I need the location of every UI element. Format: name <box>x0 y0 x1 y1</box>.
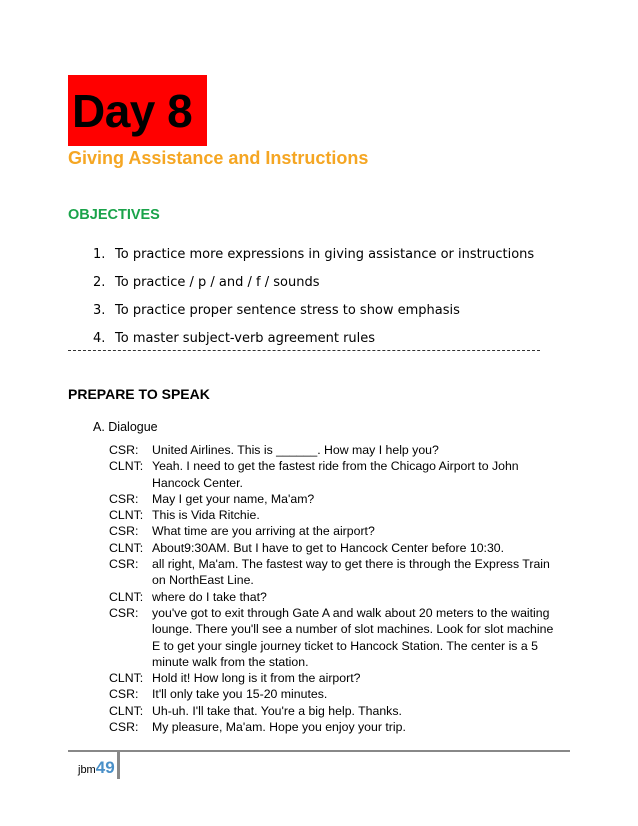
dialogue-line <box>109 491 559 507</box>
objective-item: 2. To practice / p / and / f / sounds <box>93 275 320 290</box>
objectives-heading: OBJECTIVES <box>68 207 160 223</box>
dialogue-line <box>109 556 559 589</box>
speaker: CLNT: <box>109 703 144 718</box>
utterance: you've got to exit through Gate A and walk about 20 meters to the waiting lounge. There you'll see a number of slot machines. Look for slot machine E to get your single journey ticket to Hancock Station. The center is a 5 minute walk from the station. <box>152 605 554 669</box>
speaker: CSR: <box>109 605 139 620</box>
utterance: United Airlines. This is ______. How may I help you? <box>152 443 439 457</box>
speaker: CLNT: <box>109 540 144 555</box>
utterance: My pleasure, Ma'am. Hope you enjoy your trip. <box>152 720 406 735</box>
dialogue-line <box>109 670 559 686</box>
utterance: Uh-uh. I'll take that. You're a big help. Thanks. <box>152 703 402 718</box>
utterance: About9:30AM. But I have to get to Hancock Center before 10:30. <box>152 540 505 555</box>
utterance: where do I take that? <box>152 589 267 604</box>
section-divider <box>68 350 540 351</box>
footer-author: jbm <box>78 764 96 776</box>
objective-item: 1. To practice more expressions in giving assistance or instructions <box>93 247 535 262</box>
dialogue-line <box>109 458 559 491</box>
utterance: Yeah. I need to get the fastest ride from the Chicago Airport to John Hancock Center. <box>152 459 519 490</box>
utterance: Hold it! How long is it from the airport? <box>152 671 361 686</box>
utterance: May I get your name, Ma'am? <box>152 491 315 506</box>
speaker: CLNT: <box>109 508 144 523</box>
speaker: CLNT: <box>109 459 144 474</box>
page-number: 49 <box>95 758 115 777</box>
day-title: Day 8 <box>72 85 193 137</box>
dialogue-line <box>109 442 559 458</box>
speaker: CSR: <box>109 687 139 702</box>
dialogue <box>109 442 559 735</box>
speaker: CSR: <box>109 524 139 539</box>
dialogue-heading: A. Dialogue <box>93 420 158 434</box>
dialogue-line <box>109 523 559 539</box>
speaker: CLNT: <box>109 671 144 686</box>
speaker: CSR: <box>109 557 139 572</box>
objective-item: 3. To practice proper sentence stress to show emphasis <box>93 303 460 318</box>
objectives-list <box>93 246 534 358</box>
speaker: CSR: <box>109 443 139 457</box>
lesson-subtitle: Giving Assistance and Instructions <box>68 148 369 168</box>
utterance: What time are you arriving at the airport? <box>152 524 375 539</box>
page-footer <box>78 758 115 778</box>
footer-divider <box>117 752 120 779</box>
speaker: CSR: <box>109 491 139 506</box>
dialogue-line <box>109 686 559 702</box>
utterance: It'll only take you 15-20 minutes. <box>152 687 328 702</box>
utterance: all right, Ma'am. The fastest way to get there is through the Express Train on NorthEast Line. <box>152 557 550 588</box>
dialogue-line <box>109 507 559 523</box>
dialogue-line <box>109 719 559 735</box>
dialogue-line <box>109 589 559 605</box>
prepare-heading: PREPARE TO SPEAK <box>68 386 210 402</box>
speaker: CLNT: <box>109 589 144 604</box>
speaker: CSR: <box>109 720 139 735</box>
footer-rule <box>68 750 570 752</box>
dialogue-line <box>109 605 559 670</box>
dialogue-line <box>109 703 559 719</box>
objective-item: 4. To master subject-verb agreement rules <box>93 331 376 346</box>
dialogue-line <box>109 540 559 556</box>
utterance: This is Vida Ritchie. <box>152 508 260 523</box>
